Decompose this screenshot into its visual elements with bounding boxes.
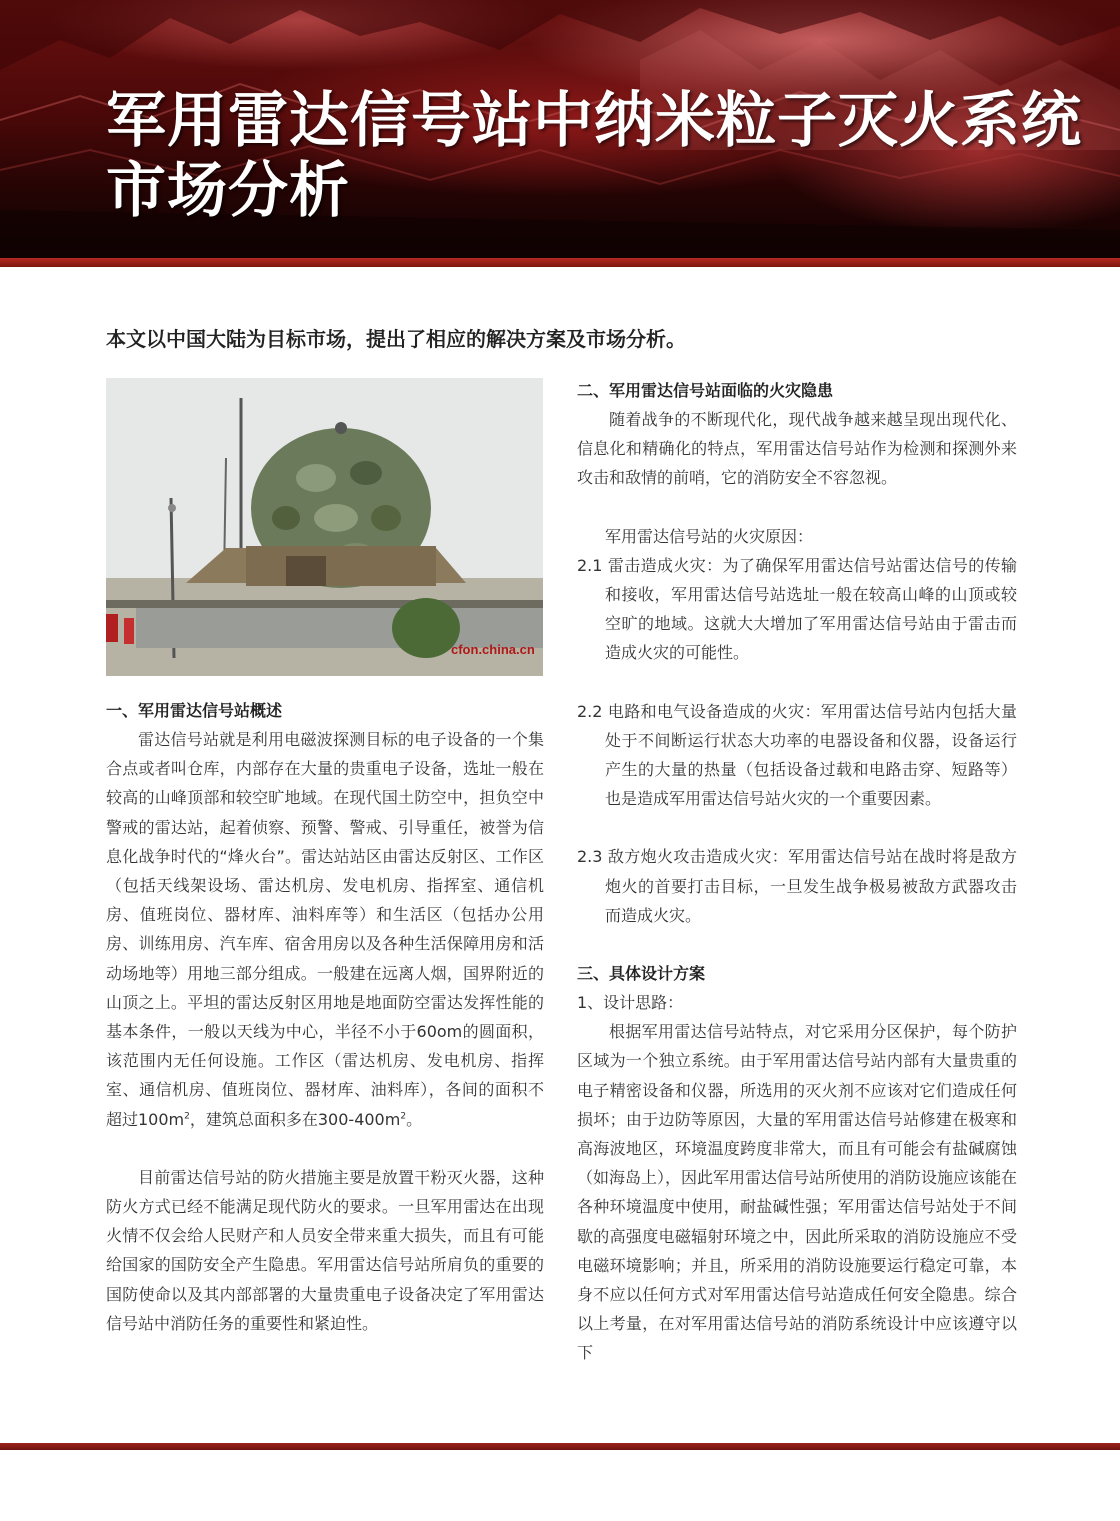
page-title: [106, 86, 1082, 226]
section-3-subheading: 1、设计思路：: [577, 993, 684, 1013]
section-1-paragraph-1-mid: ，建筑总面积多在300-400m: [189, 1109, 401, 1129]
lead-paragraph: 本文以中国大陆为目标市场，提出了相应的解决方案及市场分析。: [106, 327, 686, 351]
section-3-paragraph-1: 根据军用雷达信号站特点，对它采用分区保护，每个防护区域为一个独立系统。由于军用雷达信号站内部有大量贵重的电子精密设备和仪器，所选用的灭火剂不应该对它们造成任何损坏；由于边防等原因，大量的军用雷达信号站修建在极寒和高海波地区，环境温度跨度非常大，而且有可能会有盐碱腐蚀（如海岛上），因此军用雷达信号站所使用的消防设施应该能在各种环境温度中使用，耐盐碱性强；军用雷达信号站处于不间歇的高强度电磁辐射环境之中，因此所采取的消防设施应不受电磁环境影响；并且，所采用的消防设施要运行稳定可靠，本身不应以任何方式对军用雷达信号站造成任何安全隐患。综合以上考量，在对军用雷达信号站的消防系统设计中应该遵守以下: [577, 1022, 1018, 1363]
section-1-paragraph-1-text: 雷达信号站就是利用电磁波探测目标的电子设备的一个集合点或者叫仓库，内部存在大量的贵重电子设备，选址一般在较高的山峰顶部和较空旷地域。在现代国土防空中，担负空中警戒的雷达站，起着侦察、预警、警戒、引导重任，被誉为信息化战争时代的“烽火台”。雷达站站区由雷达反射区、工作区（包括天线架设场、雷达机房、发电机房、指挥室、通信机房、值班岗位、器材库、油料库等）和生活区（包括办公用房、训练用房、汽车库、宿舍用房以及各种生活保障用房和活动场地等）用地三部分组成。一般建在远离人烟，国界附近的山顶之上。平坦的雷达反射区用地是地面防空雷达发挥性能的基本条件，一般以天线为中心，半径不小于60om的圆面积，该范围内无任何设施。工作区（雷达机房、发电机房、指挥室、通信机房、值班岗位、器材库、油料库），各间的面积不超过100m: [106, 730, 544, 1129]
header-banner: [0, 0, 1120, 258]
section-1-paragraph-1-end: 。: [406, 1109, 423, 1129]
radar-dome-image: [106, 378, 543, 676]
page-title-line-2: 市场分析: [106, 156, 350, 226]
section-2-heading: 二、军用雷达信号站面临的火灾隐患: [577, 381, 834, 400]
fire-cause-2-1: 2.1 雷击造成火灾：为了确保军用雷达信号站雷达信号的传输和接收，军用雷达信号站选址一般在较高山峰的山顶或较空旷的地域。这就大大增加了军用雷达信号站由于雷击而造成火灾的可能性。: [577, 555, 1017, 663]
banner-divider: [0, 258, 1120, 267]
left-column: [106, 696, 544, 1338]
footer-divider: [0, 1443, 1120, 1450]
section-2-paragraph-1: 随着战争的不断现代化，现代战争越来越呈现出现代化、信息化和精确化的特点，军用雷达信号站作为检测和探测外来攻击和敌情的前哨，它的消防安全不容忽视。: [577, 410, 1017, 488]
fire-causes-label: 军用雷达信号站的火灾原因：: [605, 526, 814, 546]
section-1-heading: 一、军用雷达信号站概述: [106, 701, 283, 720]
fire-cause-2-2: 2.2 电路和电气设备造成的火灾：军用雷达信号站内包括大量处于不间断运行状态大功率的电器设备和仪器，设备运行产生的大量的热量（包括设备过载和电路击穿、短路等）也是造成军用雷达信号站火灾的一个重要因素。: [577, 701, 1017, 809]
section-1-paragraph-1: [106, 725, 544, 1134]
superscript-2-b: 2: [400, 1111, 407, 1122]
photo-watermark: cfon.china.cn: [451, 642, 535, 657]
superscript-2: 2: [184, 1111, 190, 1122]
section-1-paragraph-2: 目前雷达信号站的防火措施主要是放置干粉灭火器，这种防火方式已经不能满足现代防火的要求。一旦军用雷达在出现火情不仅会给人民财产和人员安全带来重大损失，而且有可能给国家的国防安全产生隐患。军用雷达信号站所肩负的重要的国防使命以及其内部部署的大量贵重电子设备决定了军用雷达信号站中消防任务的重要性和紧迫性。: [106, 1167, 544, 1333]
page-title-line-1: 军用雷达信号站中纳米粒子灭火系统: [106, 86, 1082, 156]
fire-cause-2-3: 2.3 敌方炮火攻击造成火灾：军用雷达信号站在战时将是敌方炮火的首要打击目标，一旦发生战争极易被敌方武器攻击而造成火灾。: [577, 847, 1017, 925]
right-column: [577, 376, 1017, 1368]
section-3-heading: 三、具体设计方案: [577, 964, 706, 984]
radar-station-photo: [106, 378, 543, 676]
